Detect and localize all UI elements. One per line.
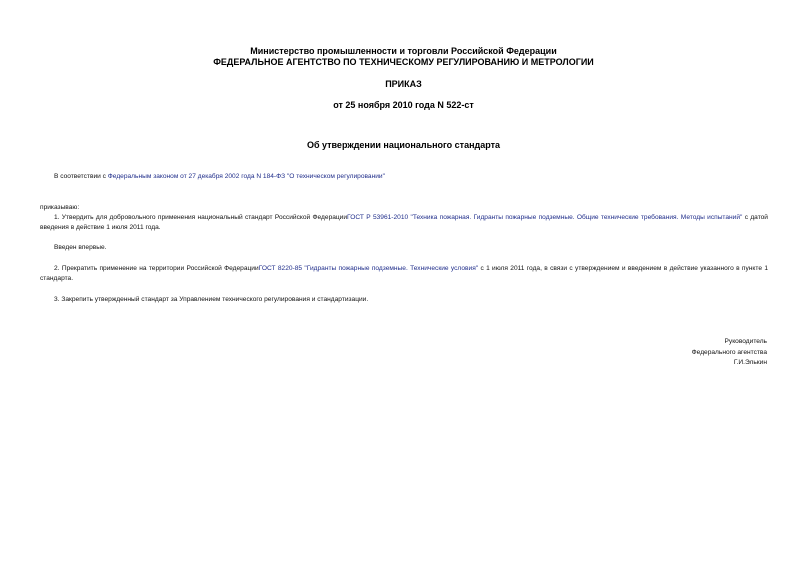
gost-r-53961-link[interactable]: ГОСТ Р 53961-2010 "Техника пожарная. Гидранты пожарные подземные. Общие технические требования. Методы испытаний" xyxy=(347,214,743,221)
preamble xyxy=(54,172,774,182)
item-2-text: 2. Прекратить применение на территории Российской Федерации xyxy=(54,265,259,272)
item-2 xyxy=(40,264,768,284)
order-word: приказываю: xyxy=(40,204,80,211)
document-date: от 25 ноября 2010 года N 522-ст xyxy=(333,100,474,110)
item-1 xyxy=(40,213,768,233)
signature-role: Руководитель xyxy=(724,338,767,345)
signature-name: Г.И.Элькин xyxy=(733,359,767,366)
document-title: Об утверждении национального стандарта xyxy=(306,140,501,150)
gost-8220-link[interactable]: ГОСТ 8220-85 "Гидранты пожарные подземные. Технические условия" xyxy=(258,265,479,272)
item-1-text: 1. Утвердить для добровольного применения национальный стандарт Российской Федерации xyxy=(54,214,348,221)
federal-law-link[interactable]: Федеральным законом от 27 декабря 2002 года N 184-ФЗ "О техническом регулировании" xyxy=(107,173,385,180)
preamble-text: В соответствии с xyxy=(54,173,108,180)
item-3: 3. Закрепить утвержденный стандарт за Управлением технического регулирования и стандартизации. xyxy=(54,296,369,303)
item-1-suffix: с датой введения в действие 1 июля 2011 года. xyxy=(40,214,768,231)
signature-org: Федерального агентства xyxy=(691,349,767,356)
document-type: ПРИКАЗ xyxy=(385,79,422,89)
agency-heading: ФЕДЕРАЛЬНОЕ АГЕНТСТВО ПО ТЕХНИЧЕСКОМУ РЕГУЛИРОВАНИЮ И МЕТРОЛОГИИ xyxy=(213,57,594,67)
introduced-note: Введен впервые. xyxy=(54,244,107,251)
ministry-heading: Министерство промышленности и торговли Российской Федерации xyxy=(250,46,557,56)
item-2-suffix: с 1 июля 2011 года, в связи с утверждением и введением в действие указанного в пункте 1 стандарта. xyxy=(40,265,768,282)
